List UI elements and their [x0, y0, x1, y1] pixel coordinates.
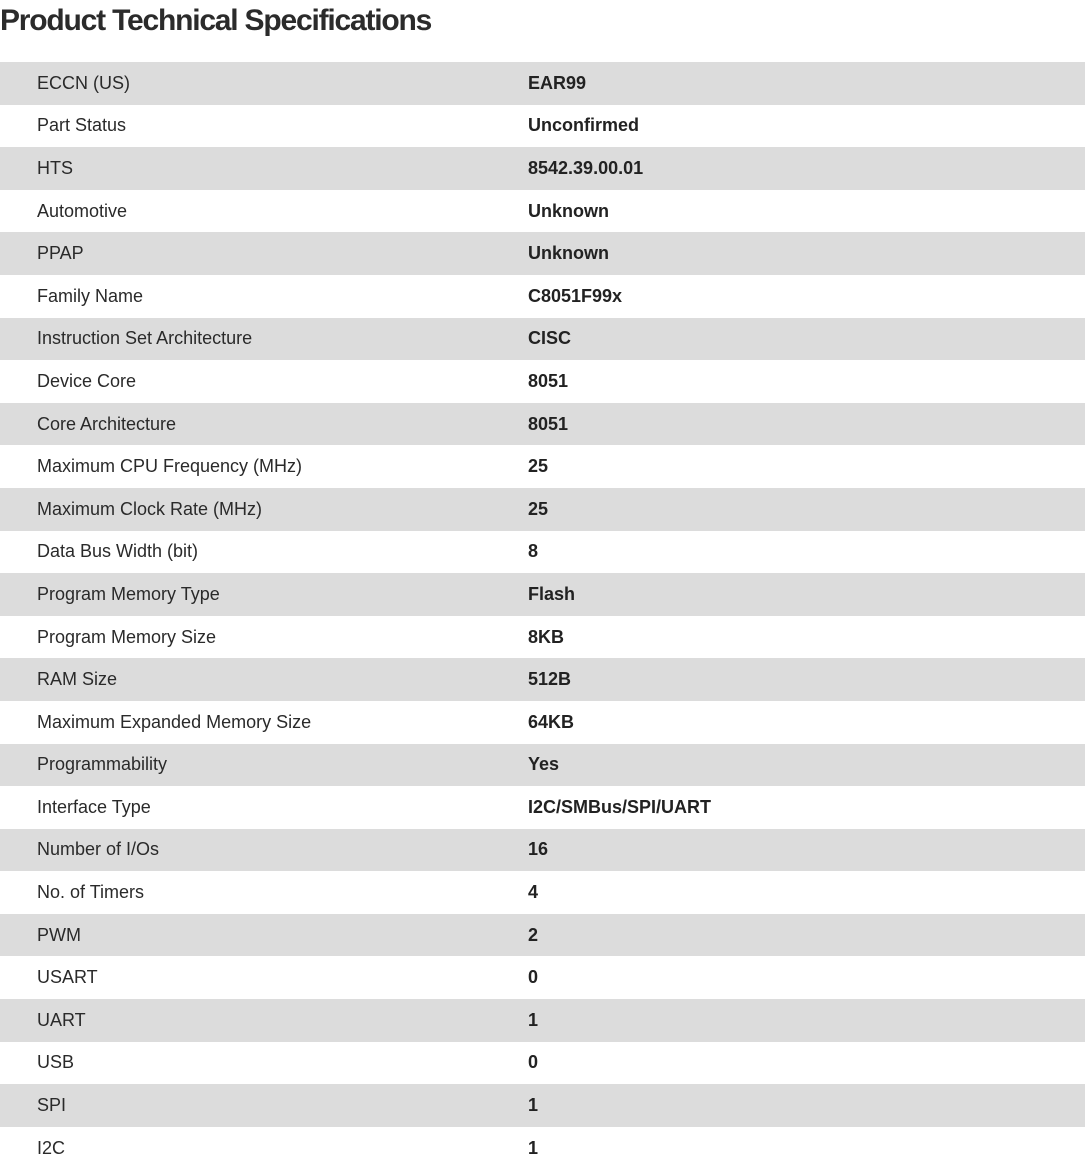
spec-value: CISC	[528, 328, 572, 349]
spec-label: Device Core	[37, 370, 137, 391]
table-row	[0, 360, 1085, 403]
spec-label: Number of I/Os	[37, 839, 160, 860]
spec-value: 8	[528, 541, 539, 562]
page-title: Product Technical Specifications	[0, 4, 432, 37]
spec-label: UART	[37, 1009, 86, 1030]
spec-label: Program Memory Type	[37, 583, 220, 604]
table-row	[0, 871, 1085, 914]
spec-label: Instruction Set Architecture	[37, 328, 253, 349]
table-row	[0, 914, 1085, 957]
table-row	[0, 701, 1085, 744]
spec-label: Automotive	[37, 200, 128, 221]
spec-label: SPI	[37, 1095, 67, 1116]
table-row	[0, 573, 1085, 616]
table-row	[0, 1042, 1085, 1085]
spec-value: 0	[528, 1052, 539, 1073]
spec-label: Family Name	[37, 285, 144, 306]
spec-value: I2C/SMBus/SPI/UART	[528, 796, 712, 817]
spec-label: PWM	[37, 924, 81, 945]
spec-value: 16	[528, 839, 549, 860]
spec-label: Program Memory Size	[37, 626, 217, 647]
spec-label: Maximum CPU Frequency (MHz)	[37, 456, 303, 477]
spec-value: Flash	[528, 583, 576, 604]
table-row	[0, 147, 1085, 190]
spec-value: C8051F99x	[528, 285, 623, 306]
table-row	[0, 956, 1085, 999]
spec-label: Part Status	[37, 115, 127, 136]
table-row	[0, 488, 1085, 531]
spec-value: 512B	[528, 669, 572, 690]
table-row	[0, 190, 1085, 233]
spec-value: 1	[528, 1009, 539, 1030]
spec-label: No. of Timers	[37, 882, 145, 903]
spec-value: 1	[528, 1095, 539, 1116]
spec-value: 8051	[528, 370, 569, 391]
table-row	[0, 658, 1085, 701]
spec-value: 0	[528, 967, 539, 988]
table-row	[0, 275, 1085, 318]
table-row	[0, 1127, 1085, 1169]
table-row	[0, 62, 1085, 105]
table-row	[0, 318, 1085, 361]
spec-value: EAR99	[528, 72, 587, 93]
spec-label: Data Bus Width (bit)	[37, 541, 199, 562]
spec-value: 8KB	[528, 626, 565, 647]
spec-label: HTS	[37, 157, 73, 178]
spec-label: USB	[37, 1052, 75, 1073]
spec-value: Unconfirmed	[528, 115, 640, 136]
table-row	[0, 786, 1085, 829]
table-row	[0, 445, 1085, 488]
spec-value: 8051	[528, 413, 569, 434]
spec-value: 1	[528, 1137, 539, 1158]
spec-label: USART	[37, 967, 98, 988]
spec-label: Programmability	[37, 754, 168, 775]
spec-label: ECCN (US)	[37, 72, 130, 93]
table-row	[0, 999, 1085, 1042]
spec-value: Yes	[528, 754, 560, 775]
spec-value: 8542.39.00.01	[528, 157, 644, 178]
spec-value: 25	[528, 498, 549, 519]
spec-label: Interface Type	[37, 796, 151, 817]
table-row	[0, 232, 1085, 275]
table-row	[0, 1084, 1085, 1127]
spec-value: 4	[528, 882, 539, 903]
spec-label: RAM Size	[37, 669, 118, 690]
spec-label: PPAP	[37, 243, 84, 264]
table-row	[0, 616, 1085, 659]
spec-value: Unknown	[528, 243, 609, 264]
table-row	[0, 403, 1085, 446]
table-row	[0, 531, 1085, 574]
spec-table	[0, 62, 1085, 1169]
spec-label: Maximum Expanded Memory Size	[37, 711, 312, 732]
table-row	[0, 829, 1085, 872]
table-row	[0, 744, 1085, 787]
spec-label: Maximum Clock Rate (MHz)	[37, 498, 263, 519]
spec-label: I2C	[37, 1137, 66, 1158]
spec-label: Core Architecture	[37, 413, 177, 434]
spec-value: 64KB	[528, 711, 575, 732]
spec-value: 25	[528, 456, 549, 477]
spec-value: Unknown	[528, 200, 609, 221]
spec-value: 2	[528, 924, 539, 945]
table-row	[0, 105, 1085, 148]
